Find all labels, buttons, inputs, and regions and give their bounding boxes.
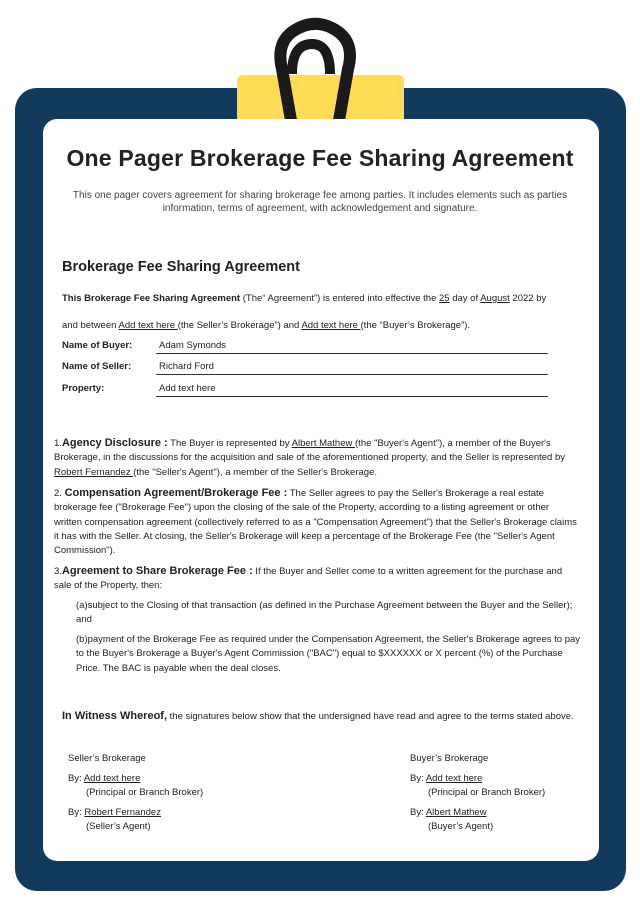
- buyer-agent-signature: [410, 806, 487, 820]
- buyer-signature-heading: Buyer’s Brokerage: [410, 753, 489, 764]
- property-field[interactable]: Add text here: [156, 383, 548, 397]
- witness-statement: [62, 709, 582, 724]
- intro-text-6: (the “Buyer’s Brokerage”).: [360, 320, 471, 331]
- seller-principal-role: (Principal or Branch Broker): [86, 787, 204, 798]
- buyer-by-2-prefix: By:: [410, 807, 426, 818]
- clause-1-text-2: (the "Buyer's Agent"), a member of the Buyer's Brokerage, in the discussions for the acquisition and sale of the aforementioned property, and the Seller is represented by: [54, 438, 566, 464]
- section-heading: Brokerage Fee Sharing Agreement: [62, 259, 300, 275]
- buyer-principal-name-field[interactable]: Add text here: [425, 773, 483, 784]
- seller-agent-signature: [68, 806, 161, 820]
- intro-day-field[interactable]: 25: [439, 293, 450, 304]
- clause-3-heading: Agreement to Share Brokerage Fee :: [61, 565, 253, 577]
- intro-agreement-name: This Brokerage Fee Sharing Agreement: [62, 293, 241, 304]
- intro-line-1: [62, 292, 546, 306]
- buyer-name-label: Name of Buyer:: [62, 340, 133, 351]
- seller-principal-signature: [68, 772, 140, 786]
- clause-1-number: 1.: [54, 438, 62, 449]
- seller-agent-name[interactable]: Robert Fernandez: [54, 466, 134, 478]
- buyer-agent-name[interactable]: Albert Mathew: [291, 438, 356, 449]
- seller-by-1-prefix: By:: [68, 773, 84, 784]
- seller-agent-role: (Seller’s Agent): [86, 821, 151, 832]
- seller-name-label: Name of Seller:: [62, 361, 132, 372]
- binder-clip-icon: [262, 14, 372, 129]
- clause-3-number: 3.: [54, 566, 62, 577]
- intro-text-5: (the Seller’s Brokerage”) and: [177, 320, 302, 331]
- buyer-principal-role: (Principal or Branch Broker): [428, 787, 546, 798]
- buyer-name-field[interactable]: Adam Symonds: [156, 340, 548, 354]
- clause-share-brokerage-fee: [54, 564, 580, 594]
- clause-3-text: If the Buyer and Seller come to a written agreement for the purchase and sale of the Property, then:: [54, 566, 563, 592]
- clause-1-text-3: (the "Seller's Agent"), a member of the Seller's Brokerage.: [133, 466, 377, 478]
- intro-text-2: day of: [449, 293, 481, 304]
- witness-text: the signatures below show that the undersigned have read and agree to the terms stated above.: [167, 711, 574, 722]
- clause-agency-disclosure: [54, 436, 580, 480]
- clause-2-heading: Compensation Agreement/Brokerage Fee :: [64, 487, 288, 499]
- buyer-agent-role: (Buyer’s Agent): [428, 821, 494, 832]
- page-title: One Pager Brokerage Fee Sharing Agreement: [66, 145, 574, 171]
- clause-1-text-1: The Buyer is represented by: [167, 438, 292, 449]
- seller-principal-name-field[interactable]: Add text here: [83, 773, 141, 784]
- intro-month-field[interactable]: August: [480, 293, 510, 304]
- intro-year: 2022: [509, 293, 534, 304]
- clause-3-item-b: (b)payment of the Brokerage Fee as required under the Compensation Agreement, the Seller's Brokerage agrees to pay to the Buyer's Brokerage a Buyer's Agent Commission ("BAC") equal to $XXXXXX or X percent (%) of the Purchase Price. The BAC is payable when the deal closes.: [76, 634, 581, 674]
- clause-2-number: 2.: [54, 488, 65, 499]
- clause-1-heading: Agency Disclosure :: [61, 437, 168, 449]
- intro-text-1: (The“ Agreement”) is entered into effective the: [240, 293, 439, 304]
- clause-3-item-a: (a)subject to the Closing of that transaction (as defined in the Purchase Agreement between the Buyer and the Seller); and: [76, 600, 573, 626]
- witness-heading: In Witness Whereof,: [62, 710, 168, 722]
- property-label: Property:: [62, 383, 105, 394]
- seller-brokerage-field[interactable]: Add text here: [118, 320, 178, 331]
- buyer-by-1-prefix: By:: [410, 773, 426, 784]
- seller-name-field[interactable]: Richard Ford: [156, 361, 548, 375]
- intro-line-2: [62, 319, 470, 333]
- clause-compensation-agreement: [54, 486, 578, 558]
- seller-by-2-prefix: By:: [68, 807, 85, 818]
- buyer-principal-signature: [410, 772, 482, 786]
- intro-text-4: and between: [62, 320, 119, 331]
- seller-agent-name-field[interactable]: Robert Fernandez: [84, 807, 161, 818]
- buyer-agent-name-field[interactable]: Albert Mathew: [425, 807, 487, 818]
- buyer-brokerage-field[interactable]: Add text here: [301, 320, 361, 331]
- intro-text-3: by: [533, 293, 547, 304]
- page-subtitle: This one pager covers agreement for sharing brokerage fee among parties. It includes elements such as parties information, terms of agreement, with acknowledgement and signature.: [72, 190, 568, 214]
- seller-signature-heading: Seller’s Brokerage: [68, 753, 146, 764]
- clause-2-text: The Seller agrees to pay the Seller's Brokerage a real estate brokerage fee ("Brokerage Fee") upon the closing of the sale of the Property, according to a listing agreement or other written compensation agreement (collectively referred to as a "Compensation Agreement") that the Seller's Brokerage claims it has with the Seller. At closing, the Seller's Brokerage will keep a percentage of the Brokerage Fee (the "Seller's Agent Commission").: [54, 488, 577, 557]
